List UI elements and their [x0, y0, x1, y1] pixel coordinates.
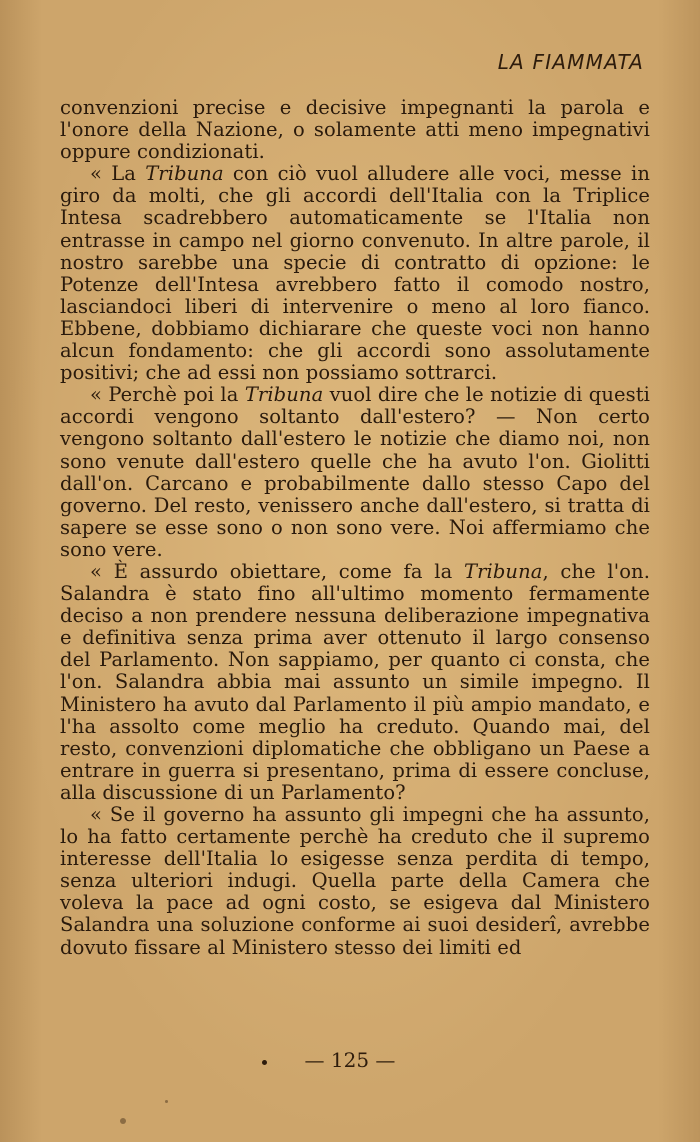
ink-dot [262, 1060, 267, 1065]
page-footer [0, 1048, 700, 1072]
paragraph-3: « Perchè poi la Tribuna vuol dire che le notizie di questi accordi vengono soltanto dall'estero? — Non certo vengono soltanto dall'estero le notizie che diamo noi, non sono venute dall'estero quelle che ha avuto l'on. Giolitti dall'on. Carcano e probabilmente dallo stesso Capo del governo. Del resto, venissero anche dall'estero, si tratta di sapere se esse sono o non sono vere. Noi affermiamo che sono vere. [60, 383, 650, 561]
page-number: — 125 — [304, 1048, 396, 1072]
newspaper-name: Tribuna [463, 559, 543, 583]
paper-speck [120, 1118, 126, 1124]
paragraph-2: « La Tribuna con ciò vuol alludere alle voci, messe in giro da molti, che gli accordi dell'Italia con la Triplice Intesa scadrebbero automaticamente se l'Italia non entrasse in campo nel giorno convenuto. In altre parole, il nostro sarebbe una specie di contratto di opzione: le Potenze dell'Intesa avrebbero fatto il comodo nostro, lasciandoci liberi di intervenire o meno al loro fianco. Ebbene, dobbiamo dichiarare che queste voci non hanno alcun fondamento: che gli accordi sono assolutamente positivi; che ad essi non possiamo sottrarci. [60, 162, 650, 385]
paragraph-1: convenzioni precise e decisive impegnanti la parola e l'onore della Nazione, o solamente atti meno impegnativi oppure condizionati. [60, 96, 650, 164]
newspaper-name: Tribuna [244, 383, 324, 407]
paragraph-5: « Se il governo ha assunto gli impegni che ha assunto, lo ha fatto certamente perchè ha creduto che il supremo interesse dell'Italia lo esigesse senza perdita di tempo, senza ulteriori indugi. Quella parte della Camera che voleva la pace ad ogni costo, se esigeva dal Ministero Salandra una soluzione conforme ai suoi desiderî, avrebbe dovuto fissare al Ministero stesso dei limiti ed [60, 803, 650, 959]
page-body [60, 97, 650, 959]
running-header: LA FIAMMATA [497, 50, 644, 74]
paragraph-4: « È assurdo obiettare, come fa la Tribuna, che l'on. Salandra è stato fino all'ultimo momento fermamente deciso a non prendere nessuna deliberazione impegnativa e definitiva senza prima aver ottenuto il largo consenso del Parlamento. Non sappiamo, per quanto ci consta, che l'on. Salandra abbia mai assunto un simile impegno. Il Ministero ha avuto dal Parlamento il più ampio mandato, e l'ha assolto come meglio ha creduto. Quando mai, del resto, convenzioni diplomatiche che obbligano un Paese a entrare in guerra si presentano, prima di essere concluse, alla discussione di un Parlamento? [60, 559, 650, 804]
newspaper-name: Tribuna [145, 162, 224, 186]
paper-speck [165, 1100, 168, 1103]
